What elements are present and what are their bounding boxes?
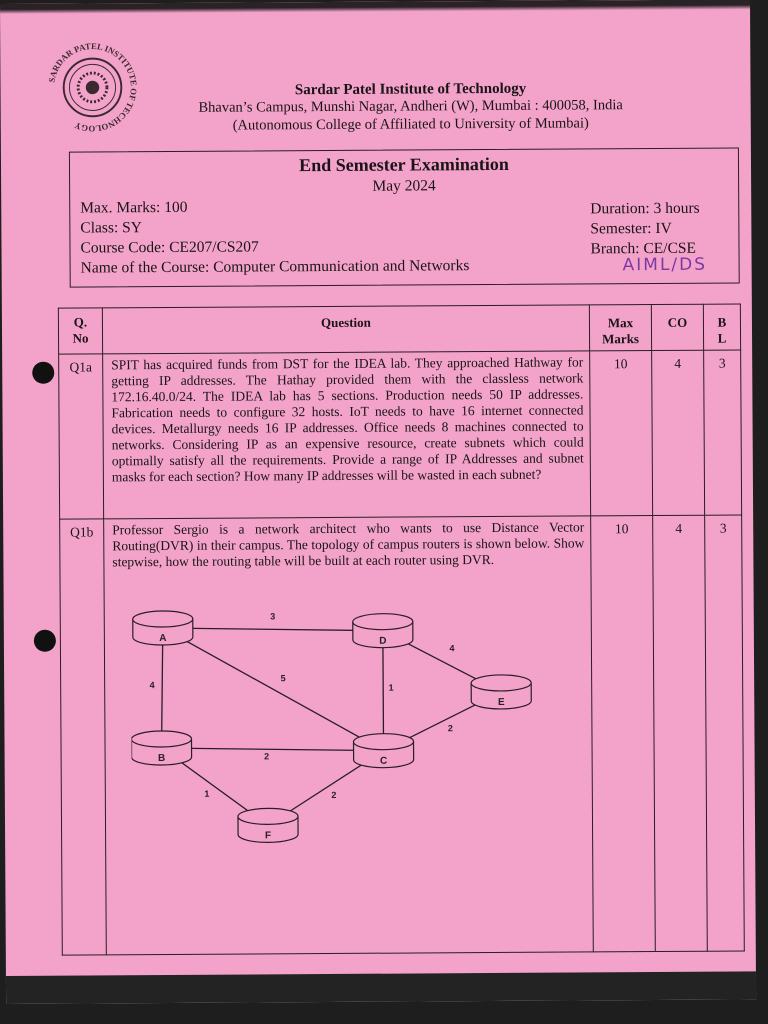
router-label: E [497,696,505,708]
link-cost-label: 1 [388,682,394,693]
course-name: Name of the Course: Computer Communication and Networks [80,257,470,277]
max-marks: Max. Marks: 100 [80,198,188,217]
link-A-C [163,627,387,752]
router-label: F [264,830,272,842]
link-B-C [162,747,384,752]
link-cost-label: 4 [449,643,455,654]
svg-text:SARDAR PATEL INSTITUTE OF TECH: SARDAR PATEL INSTITUTE OF TECHNOLOGY [46,40,140,134]
question-text: SPIT has acquired funds from DST for the IDEA lab. They approached Hathway for getting IP addresses. The Hathay provided them with the classless network 172.16.40.0/24. The IDEA lab has 5 sections. Production needs 50 IP addresses. Fabrication needs to configure 32 hosts. IoT needs to have 16 internet connected devices. Metallurgy needs 16 IP addresses. Office needs 8 machines connected to networks. Considering IP as an expensive resource, create subnets which could optimally satisfy all the requirements. Provide a range of IP Addresses and subnet masks for each section? How many IP addresses will be wasted in each subnet? [103,351,591,519]
row-marks: 10 [591,516,656,952]
punch-hole-bottom [34,630,56,652]
scan-edge-top [0,0,756,14]
router-f [238,808,298,842]
header-question: Question [102,305,589,354]
header-marks-line2: Marks [602,331,640,347]
link-cost-label: 2 [447,723,453,734]
row-qno: Q1a [59,354,104,519]
link-cost-label: 1 [204,788,210,799]
link-cost-label: 2 [331,789,337,800]
header-bl-line1: B [717,314,727,330]
punch-hole-top [32,362,54,384]
header-bl-line2: L [717,330,727,346]
router-label: C [379,755,388,767]
question-text: Professor Sergio is a network architect who wants to use Distance Vector Routing(DVR) in their campus. The topology of campus routers is shown below. Show stepwise, how the routing table will be built at each router using DVR. [112,519,585,570]
exam-title: End Semester Examination [299,153,509,176]
institute-affiliation: (Autonomous College of Affiliated to University of Mumbai) [232,115,589,134]
handwritten-note: AIML/DS [622,254,708,276]
duration: Duration: 3 hours [590,199,700,218]
row-co: 4 [653,515,708,951]
branch: Branch: CE/CSE [590,239,697,258]
header-co: CO [651,304,703,350]
router-d [353,613,413,647]
router-c [353,733,413,767]
row-qno: Q1b [60,519,107,955]
header-max-marks [589,305,651,351]
router-a [133,611,193,645]
row-marks: 10 [590,351,653,516]
link-cost-label: 5 [280,673,286,684]
question-table [58,303,745,955]
header-bl [703,304,740,350]
router-b [131,731,191,765]
semester: Semester: IV [590,219,672,238]
institute-address: Bhavan’s Campus, Munshi Nagar, Andheri (W), Mumbai : 400058, India [198,97,623,116]
row-bl: 3 [704,350,742,515]
question-cell [104,516,594,955]
router-e [471,675,531,709]
table-row [60,515,745,955]
network-topology-diagram [131,602,553,865]
header-qno-line1: Q. [73,314,88,330]
scan-edge-bottom [6,971,756,1004]
link-cost-label: 4 [149,680,155,691]
exam-info-box [69,147,740,287]
class-label: Class: SY [80,219,143,237]
link-cost-label: 3 [270,611,276,622]
institute-name: Sardar Patel Institute of Technology [294,80,527,99]
row-co: 4 [652,350,705,515]
table-row [59,350,742,519]
router-label: D [379,635,387,647]
router-label: B [157,753,166,765]
link-cost-label: 2 [264,751,270,762]
table-header-row [58,304,740,354]
header-qno [58,308,102,354]
link-A-B [159,628,167,748]
row-bl: 3 [705,515,745,951]
header-qno-line2: No [72,330,89,346]
router-label: A [159,632,167,645]
header-marks-line1: Max [607,315,634,331]
exam-date: May 2024 [372,177,436,195]
institute-seal-logo [44,39,141,136]
course-code: Course Code: CE207/CS207 [80,238,259,257]
link-D-C [383,631,384,751]
link-A-D [163,627,383,632]
